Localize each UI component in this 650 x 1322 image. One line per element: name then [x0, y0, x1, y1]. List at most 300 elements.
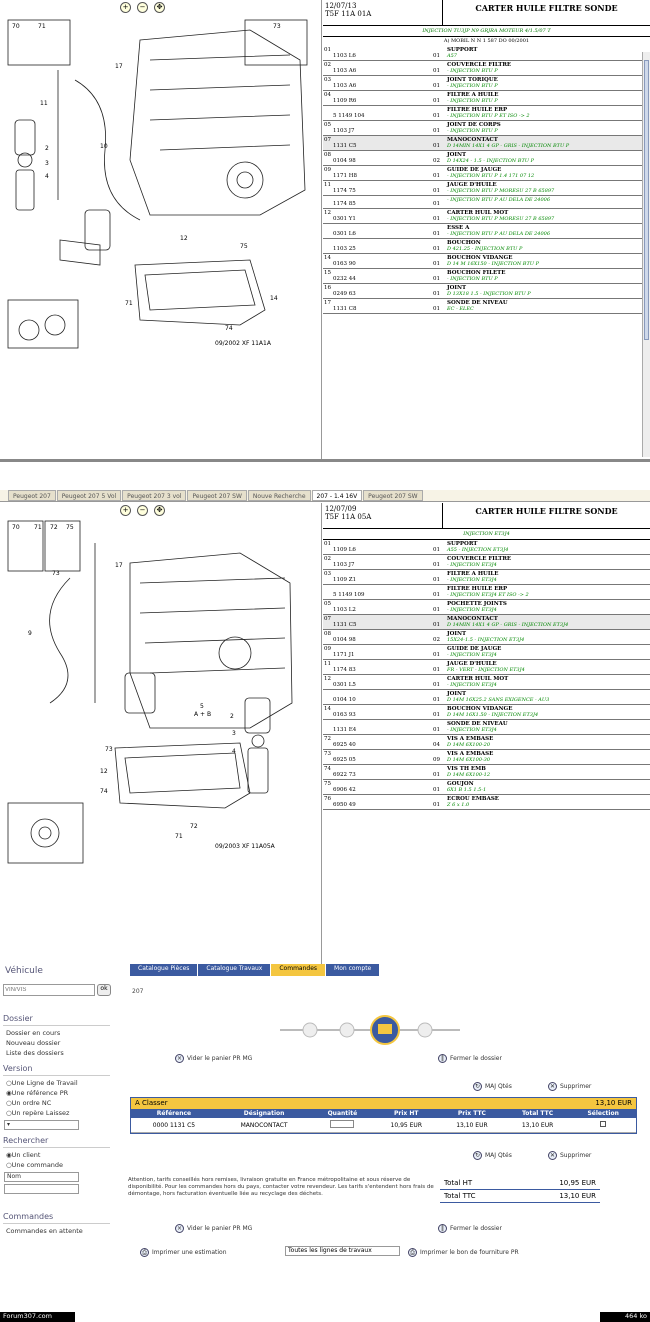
quantity-input[interactable]: [330, 1120, 354, 1128]
cart-prix-ht: 10,95 EUR: [373, 1118, 439, 1133]
cart-column-header: Total TTC: [505, 1109, 571, 1118]
part-row[interactable]: [323, 196, 650, 209]
part-reference: 1103 A6: [333, 83, 357, 89]
part-row[interactable]: [323, 46, 650, 61]
part-name: GOUJON: [447, 781, 474, 787]
part-row[interactable]: [323, 555, 650, 570]
part-description: [446, 675, 650, 689]
part-row[interactable]: [323, 690, 650, 705]
part-name: POCHETTE JOINTS: [447, 601, 507, 607]
sidebar-item[interactable]: Commandes en attente: [6, 1227, 83, 1235]
part-name: SUPPORT: [447, 47, 478, 53]
svg-text:71: 71: [125, 300, 133, 307]
part-row[interactable]: [323, 136, 650, 151]
part-row[interactable]: [323, 76, 650, 91]
part-note: - INJECTION ET3J4: [447, 652, 497, 658]
part-number: 75: [324, 781, 331, 787]
zoom-in-icon[interactable]: +: [120, 2, 131, 13]
scrollbar-thumb[interactable]: [644, 60, 649, 340]
part-number: 05: [324, 601, 331, 607]
part-note: D 14M 6X100-20: [447, 742, 491, 748]
clear-icon: ×: [176, 1225, 183, 1232]
delete-icon: ✕: [549, 1152, 556, 1159]
vin-search-input[interactable]: [3, 984, 95, 996]
part-reference: 6922 73: [333, 772, 356, 778]
parts-subtitle: INJECTION ET3J4: [323, 529, 650, 540]
part-reference: 0301 L5: [333, 682, 356, 688]
cart-prix-ttc: 13,10 EUR: [439, 1118, 505, 1133]
part-number: 15: [324, 270, 331, 276]
part-note: - INJECTION ET3J4: [447, 577, 497, 583]
sidebar-item[interactable]: ○ Une commande: [0, 1160, 110, 1170]
svg-text:75: 75: [66, 524, 74, 531]
total-ttc-value: 13,10 EUR: [559, 1192, 596, 1200]
part-description: [446, 166, 650, 180]
exploded-diagram-1[interactable]: [0, 0, 322, 459]
part-row[interactable]: [323, 254, 650, 269]
part-reference: 1109 L6: [333, 547, 356, 553]
part-description: [446, 299, 650, 313]
assembly-formula: A + B: [194, 711, 212, 718]
part-row[interactable]: [323, 540, 650, 555]
part-row[interactable]: [323, 585, 650, 600]
part-description: [446, 181, 650, 195]
refresh-icon: ↻: [474, 1152, 481, 1159]
part-quantity: 01: [433, 772, 440, 778]
part-name: VIS A EMBASE: [447, 751, 494, 757]
part-reference: 5 1149 109: [333, 592, 365, 598]
part-number: 17: [324, 300, 331, 306]
part-quantity: 01: [433, 231, 440, 237]
engine-drawing-2: [0, 503, 320, 958]
part-quantity: 01: [433, 787, 440, 793]
step-validate-icon: [418, 1023, 432, 1037]
parts-rows-1: [323, 46, 650, 314]
catalog-model: T5F 11A 01A: [325, 10, 372, 18]
part-quantity: 01: [433, 652, 440, 658]
part-row[interactable]: [323, 299, 650, 314]
part-row[interactable]: [323, 121, 650, 136]
part-number: 14: [324, 255, 331, 261]
version-heading: Version: [3, 1064, 110, 1076]
part-note: D 14MIN 14X1 4 GP - GRIS - INJECTION BTU P: [447, 143, 570, 149]
sidebar-item[interactable]: Liste des dossiers: [6, 1049, 64, 1057]
part-number: [323, 239, 332, 253]
part-description: [446, 720, 650, 734]
browser-tab[interactable]: Peugeot 207 SW: [187, 490, 246, 501]
cart-total-head: 13,10 EUR: [595, 1099, 632, 1107]
catalog-date: 12/07/13: [325, 2, 357, 10]
part-quantity: 01: [433, 622, 440, 628]
svg-text:71: 71: [38, 23, 46, 30]
part-name: BOUCHON VIDANGE: [447, 255, 513, 261]
svg-text:73: 73: [105, 746, 113, 753]
cart-title: A Classer: [135, 1099, 168, 1107]
part-row[interactable]: [323, 765, 650, 780]
part-reference: 0249 63: [333, 291, 356, 297]
part-reference: 6906 42: [333, 787, 356, 793]
browser-tab[interactable]: Peugeot 207 SW: [363, 490, 422, 501]
part-description: [446, 136, 650, 150]
delete-icon: ✕: [549, 1083, 556, 1090]
sidebar-item[interactable]: ○ Un ordre NC: [0, 1098, 110, 1108]
part-quantity: 01: [433, 276, 440, 282]
part-description: [446, 780, 650, 794]
file-size: 464 ko: [600, 1312, 650, 1322]
part-quantity: 01: [433, 53, 440, 59]
part-row[interactable]: [323, 615, 650, 630]
part-name: VIS A EMBASE: [447, 736, 494, 742]
part-note: - INJECTION ET3J4: [447, 562, 497, 568]
part-note: A57: [447, 53, 457, 59]
part-number: [323, 690, 332, 704]
print-icon: ⎙: [140, 1248, 149, 1257]
part-row[interactable]: [323, 284, 650, 299]
svg-text:3: 3: [45, 160, 49, 167]
part-name: MANOCONTACT: [447, 616, 498, 622]
part-description: [446, 269, 650, 283]
svg-text:12: 12: [100, 768, 108, 775]
part-note: - INJECTION BTU P AU DELA DE 24006: [447, 197, 550, 203]
part-number: 02: [324, 62, 331, 68]
part-quantity: 02: [433, 637, 440, 643]
part-number: 09: [324, 646, 331, 652]
part-row[interactable]: [323, 106, 650, 121]
part-number: [323, 224, 332, 238]
part-row[interactable]: [323, 61, 650, 76]
pan-icon[interactable]: ✥: [154, 2, 165, 13]
zoom-out-icon[interactable]: −: [137, 2, 148, 13]
print-icon: ⎙: [408, 1248, 417, 1257]
part-row[interactable]: [323, 239, 650, 254]
imprimer-bon-button[interactable]: ⎙ Imprimer le bon de fourniture PR: [408, 1248, 519, 1257]
part-description: [446, 750, 650, 764]
exploded-diagram-2[interactable]: [0, 503, 322, 964]
main-nav: [130, 964, 380, 976]
selection-checkbox[interactable]: [600, 1121, 606, 1127]
part-quantity: 01: [433, 188, 440, 194]
part-quantity: 01: [433, 216, 440, 222]
part-description: [446, 600, 650, 614]
vider-panier-button-2[interactable]: × Vider le panier PR MG: [176, 1225, 253, 1232]
part-row[interactable]: [323, 209, 650, 224]
part-row[interactable]: [323, 269, 650, 284]
part-row[interactable]: [323, 91, 650, 106]
part-note: 15X24-1.5 - INJECTION ET3J4: [447, 637, 525, 643]
version-select[interactable]: ▾: [4, 1120, 79, 1130]
svg-text:17: 17: [115, 63, 123, 70]
part-description: [446, 690, 650, 704]
svg-text:73: 73: [273, 23, 281, 30]
part-note: D 14M 6X100-30: [447, 757, 491, 763]
part-row[interactable]: [323, 705, 650, 720]
part-reference: 1171 H8: [333, 173, 358, 179]
part-reference: 1174 83: [333, 667, 356, 673]
part-name: GUIDE DE JAUGE: [447, 646, 502, 652]
nav-tab[interactable]: Catalogue Pièces: [130, 964, 198, 976]
part-note: D 421.25 - INJECTION BTU P: [447, 246, 523, 252]
part-number: 03: [324, 77, 331, 83]
catalog-date: 12/07/09: [325, 505, 357, 513]
part-note: A55 - INJECTION ET3J4: [447, 547, 509, 553]
cart-table: [130, 1097, 637, 1134]
sidebar-item[interactable]: ◉ Un client: [0, 1150, 110, 1160]
parts-catalog-window-2: [0, 503, 650, 964]
parts-list-2: [323, 503, 650, 964]
part-number: 76: [324, 796, 331, 802]
part-row[interactable]: [323, 630, 650, 645]
part-note: 6X1 B 1.5 1.5-1: [447, 787, 487, 793]
part-row[interactable]: [323, 600, 650, 615]
part-row[interactable]: [323, 660, 650, 675]
cart-column-header: Sélection: [570, 1109, 636, 1118]
part-reference: 1103 J7: [333, 562, 355, 568]
fermer-dossier-button-2[interactable]: ‖ Fermer le dossier: [438, 1224, 502, 1233]
part-quantity: 01: [433, 712, 440, 718]
part-description: [446, 630, 650, 644]
part-name: ESSE A: [447, 225, 470, 231]
part-row[interactable]: [323, 675, 650, 690]
part-note: - INJECTION BTU P: [447, 276, 498, 282]
sidebar: [0, 1008, 110, 1236]
part-description: [446, 555, 650, 569]
part-reference: 1103 L2: [333, 607, 356, 613]
part-quantity: 01: [433, 802, 440, 808]
part-number: 11: [324, 661, 331, 667]
cart-column-header: Quantité: [311, 1109, 373, 1118]
order-steps: [270, 1012, 470, 1048]
part-name: COUVERCLE FILTRE: [447, 556, 512, 562]
diagram-code-1: 09/2002 XF 11A1A: [215, 340, 271, 347]
part-name: COUVERCLE FILTRE: [447, 62, 512, 68]
part-quantity: 01: [433, 577, 440, 583]
part-note: - INJECTION BTU P MORESU 27 B 65897: [447, 216, 555, 222]
browser-tab[interactable]: Peugeot 207 3 vol: [122, 490, 186, 501]
part-quantity: 09: [433, 757, 440, 763]
part-note: - INJECTION BTU P: [447, 128, 498, 134]
part-number: 09: [324, 167, 331, 173]
part-reference: 0104 98: [333, 637, 356, 643]
part-reference: 0163 93: [333, 712, 356, 718]
maj-qtes-button-2[interactable]: ↻ MAJ Qtés: [474, 1152, 512, 1159]
part-reference: 5 1149 104: [333, 113, 365, 119]
part-reference: 0301 L6: [333, 231, 356, 237]
part-number: 07: [324, 137, 331, 143]
part-reference: 0301 Y1: [333, 216, 356, 222]
part-quantity: 02: [433, 158, 440, 164]
zoom-in-icon[interactable]: +: [120, 505, 131, 516]
part-number: [323, 196, 332, 208]
part-description: [446, 660, 650, 674]
part-row[interactable]: [323, 151, 650, 166]
part-row[interactable]: [323, 735, 650, 750]
part-number: 16: [324, 285, 331, 291]
part-row[interactable]: [323, 570, 650, 585]
part-note: EC - ELEC: [447, 306, 474, 312]
part-quantity: 01: [433, 143, 440, 149]
part-number: 74: [324, 766, 331, 772]
part-quantity: 01: [433, 201, 440, 207]
part-name: JOINT DE CORPS: [447, 122, 501, 128]
part-quantity: 04: [433, 742, 440, 748]
total-ttc-label: Total TTC: [444, 1192, 476, 1200]
part-quantity: 01: [433, 68, 440, 74]
part-number: 08: [324, 152, 331, 158]
zoom-out-icon[interactable]: −: [137, 505, 148, 516]
browser-tab[interactable]: Peugeot 207: [8, 490, 56, 501]
parts-rows-2: [323, 540, 650, 810]
part-reference: 1131 C5: [333, 143, 357, 149]
part-quantity: 01: [433, 246, 440, 252]
part-quantity: 01: [433, 727, 440, 733]
part-quantity: 01: [433, 306, 440, 312]
part-number: 12: [324, 676, 331, 682]
part-quantity: 01: [433, 173, 440, 179]
pan-icon[interactable]: ✥: [154, 505, 165, 516]
part-name: CARTER HUIL MOT: [447, 210, 509, 216]
part-note: D 14M 16X25.2 SANS EXIGENCE - AU3: [447, 697, 550, 703]
tarif-select[interactable]: Toutes les lignes de travaux: [285, 1246, 400, 1256]
step-client-icon: [303, 1023, 317, 1037]
part-note: D 14M 16X1.50 - INJECTION ET3J4: [447, 712, 539, 718]
part-note: - INJECTION ET3J4 ET ISO -> 2: [447, 592, 529, 598]
rechercher-heading: Rechercher: [3, 1136, 110, 1148]
part-number: 03: [324, 571, 331, 577]
part-name: JOINT TORIQUE: [447, 77, 498, 83]
sidebar-item[interactable]: Nouveau dossier: [6, 1039, 61, 1047]
part-name: FILTRE HUILE ERP: [447, 586, 508, 592]
maj-qtes-button[interactable]: ↻ MAJ Qtés: [474, 1083, 512, 1090]
part-name: JAUGE D'HUILE: [447, 182, 497, 188]
svg-text:71: 71: [175, 833, 183, 840]
browser-tab[interactable]: Peugeot 207 5 Vol: [57, 490, 121, 501]
part-reference: 1131 C5: [333, 622, 357, 628]
part-note: - INJECTION BTU P AU DELA DE 24006: [447, 231, 550, 237]
part-reference: 1174 75: [333, 188, 356, 194]
part-note: - INJECTION ET3J4: [447, 607, 497, 613]
part-note: - INJECTION BTU P: [447, 83, 498, 89]
part-reference: 0104 10: [333, 697, 356, 703]
vehicle-context: 207: [132, 988, 144, 995]
part-row[interactable]: [323, 224, 650, 239]
nav-tab[interactable]: Mon compte: [326, 964, 380, 976]
fermer-dossier-button[interactable]: ‖ Fermer le dossier: [438, 1054, 502, 1063]
cart-selection: [570, 1118, 636, 1133]
svg-text:10: 10: [100, 143, 108, 150]
part-reference: 0163 90: [333, 261, 356, 267]
part-row[interactable]: [323, 720, 650, 735]
refresh-icon: ↻: [474, 1083, 481, 1090]
part-number: 11: [324, 182, 331, 188]
part-note: - INJECTION BTU P 1.4 171 07 12: [447, 173, 535, 179]
part-number: 05: [324, 122, 331, 128]
browser-tab[interactable]: 207 - 1.4 16V: [312, 490, 363, 501]
svg-text:72: 72: [190, 823, 198, 830]
search-term-input[interactable]: [4, 1184, 79, 1194]
part-quantity: 01: [433, 667, 440, 673]
part-quantity: 01: [433, 697, 440, 703]
part-reference: 1131 E4: [333, 727, 357, 733]
close-folder-icon: ‖: [438, 1054, 447, 1063]
part-name: BOUCHON VIDANGE: [447, 706, 513, 712]
svg-text:3: 3: [232, 730, 236, 737]
part-name: VIS TH EMB: [447, 766, 486, 772]
cart-quantity: [311, 1118, 373, 1133]
vider-panier-button[interactable]: × Vider le panier PR MG: [176, 1055, 253, 1062]
part-reference: 6925 40: [333, 742, 356, 748]
part-note: - INJECTION ET3J4: [447, 727, 497, 733]
part-row[interactable]: [323, 166, 650, 181]
sidebar-item[interactable]: ◉ Une référence PR: [0, 1088, 110, 1098]
part-description: [446, 540, 650, 554]
imprimer-estimation-button[interactable]: ⎙ Imprimer une estimation: [140, 1248, 227, 1257]
sidebar-item[interactable]: ○ Un repère Laissez: [0, 1108, 110, 1118]
part-reference: 1109 R6: [333, 98, 357, 104]
scrollbar[interactable]: [642, 52, 650, 457]
part-note: - INJECTION BTU P: [447, 98, 498, 104]
commandes-heading: Commandes: [3, 1212, 110, 1224]
part-name: FILTRE A HUILE: [447, 92, 499, 98]
diagram-code-2: 09/2003 XF 11A05A: [215, 843, 275, 850]
nav-tab[interactable]: Catalogue Travaux: [198, 964, 271, 976]
close-folder-icon: ‖: [438, 1224, 447, 1233]
svg-text:70: 70: [12, 524, 20, 531]
nav-tab[interactable]: Commandes: [271, 964, 326, 976]
part-number: [323, 585, 332, 599]
site-watermark: Forum307.com: [0, 1312, 75, 1322]
cart-column-header: Prix HT: [373, 1109, 439, 1118]
part-description: [446, 765, 650, 779]
part-note: D 14X24 - 1.5 - INJECTION BTU P: [447, 158, 534, 164]
vin-ok-button[interactable]: ok: [97, 984, 111, 996]
part-quantity: 01: [433, 261, 440, 267]
part-row[interactable]: [323, 750, 650, 765]
total-ht-value: 10,95 EUR: [559, 1179, 596, 1187]
step-document-icon: [340, 1023, 354, 1037]
parts-title: CARTER HUILE FILTRE SONDE: [475, 506, 618, 516]
part-reference: 0104 98: [333, 158, 356, 164]
part-description: [446, 76, 650, 90]
clear-icon: ×: [176, 1055, 183, 1062]
tarif-note: Attention, tarifs conseillés hors remises, livraison gratuite en France métropolitaine et sous réserve de disponibilité. Pour les commandes hors du pays, contacter votre revendeur. Les tarifs s'entendent hors frais de démontage, hors facturation éventuelle liée au recyclage des déchets.: [128, 1177, 434, 1197]
supprimer-button[interactable]: ✕ Supprimer: [549, 1083, 592, 1090]
browser-tab[interactable]: Nouve Recherche: [248, 490, 311, 501]
part-note: - INJECTION BTU P ET ISO -> 2: [447, 113, 530, 119]
part-row[interactable]: [323, 645, 650, 660]
svg-text:5: 5: [200, 703, 204, 710]
search-type-select[interactable]: Nom: [4, 1172, 79, 1182]
part-row[interactable]: [323, 795, 650, 810]
part-number: 72: [324, 736, 331, 742]
part-description: [446, 615, 650, 629]
part-description: [446, 645, 650, 659]
svg-text:2: 2: [230, 713, 234, 720]
part-name: FILTRE A HUILE: [447, 571, 499, 577]
part-name: CARTER HUIL MOT: [447, 676, 509, 682]
part-row[interactable]: [323, 780, 650, 795]
part-description: [446, 705, 650, 719]
part-number: 12: [324, 210, 331, 216]
part-row[interactable]: [323, 181, 650, 196]
part-name: SONDE DE NIVEAU: [447, 300, 508, 306]
parts-subtitle: INJECTION TU3JP N9 GRJRA MOTEUR 4/1.5/07 T: [323, 26, 650, 37]
sidebar-item[interactable]: Dossier en cours: [6, 1029, 61, 1037]
supprimer-button-2[interactable]: ✕ Supprimer: [549, 1152, 592, 1159]
sidebar-item[interactable]: ○ Une Ligne de Travail: [0, 1078, 110, 1088]
svg-text:17: 17: [115, 562, 123, 569]
part-reference: 1103 L6: [333, 53, 356, 59]
part-reference: 1174 85: [333, 201, 356, 207]
